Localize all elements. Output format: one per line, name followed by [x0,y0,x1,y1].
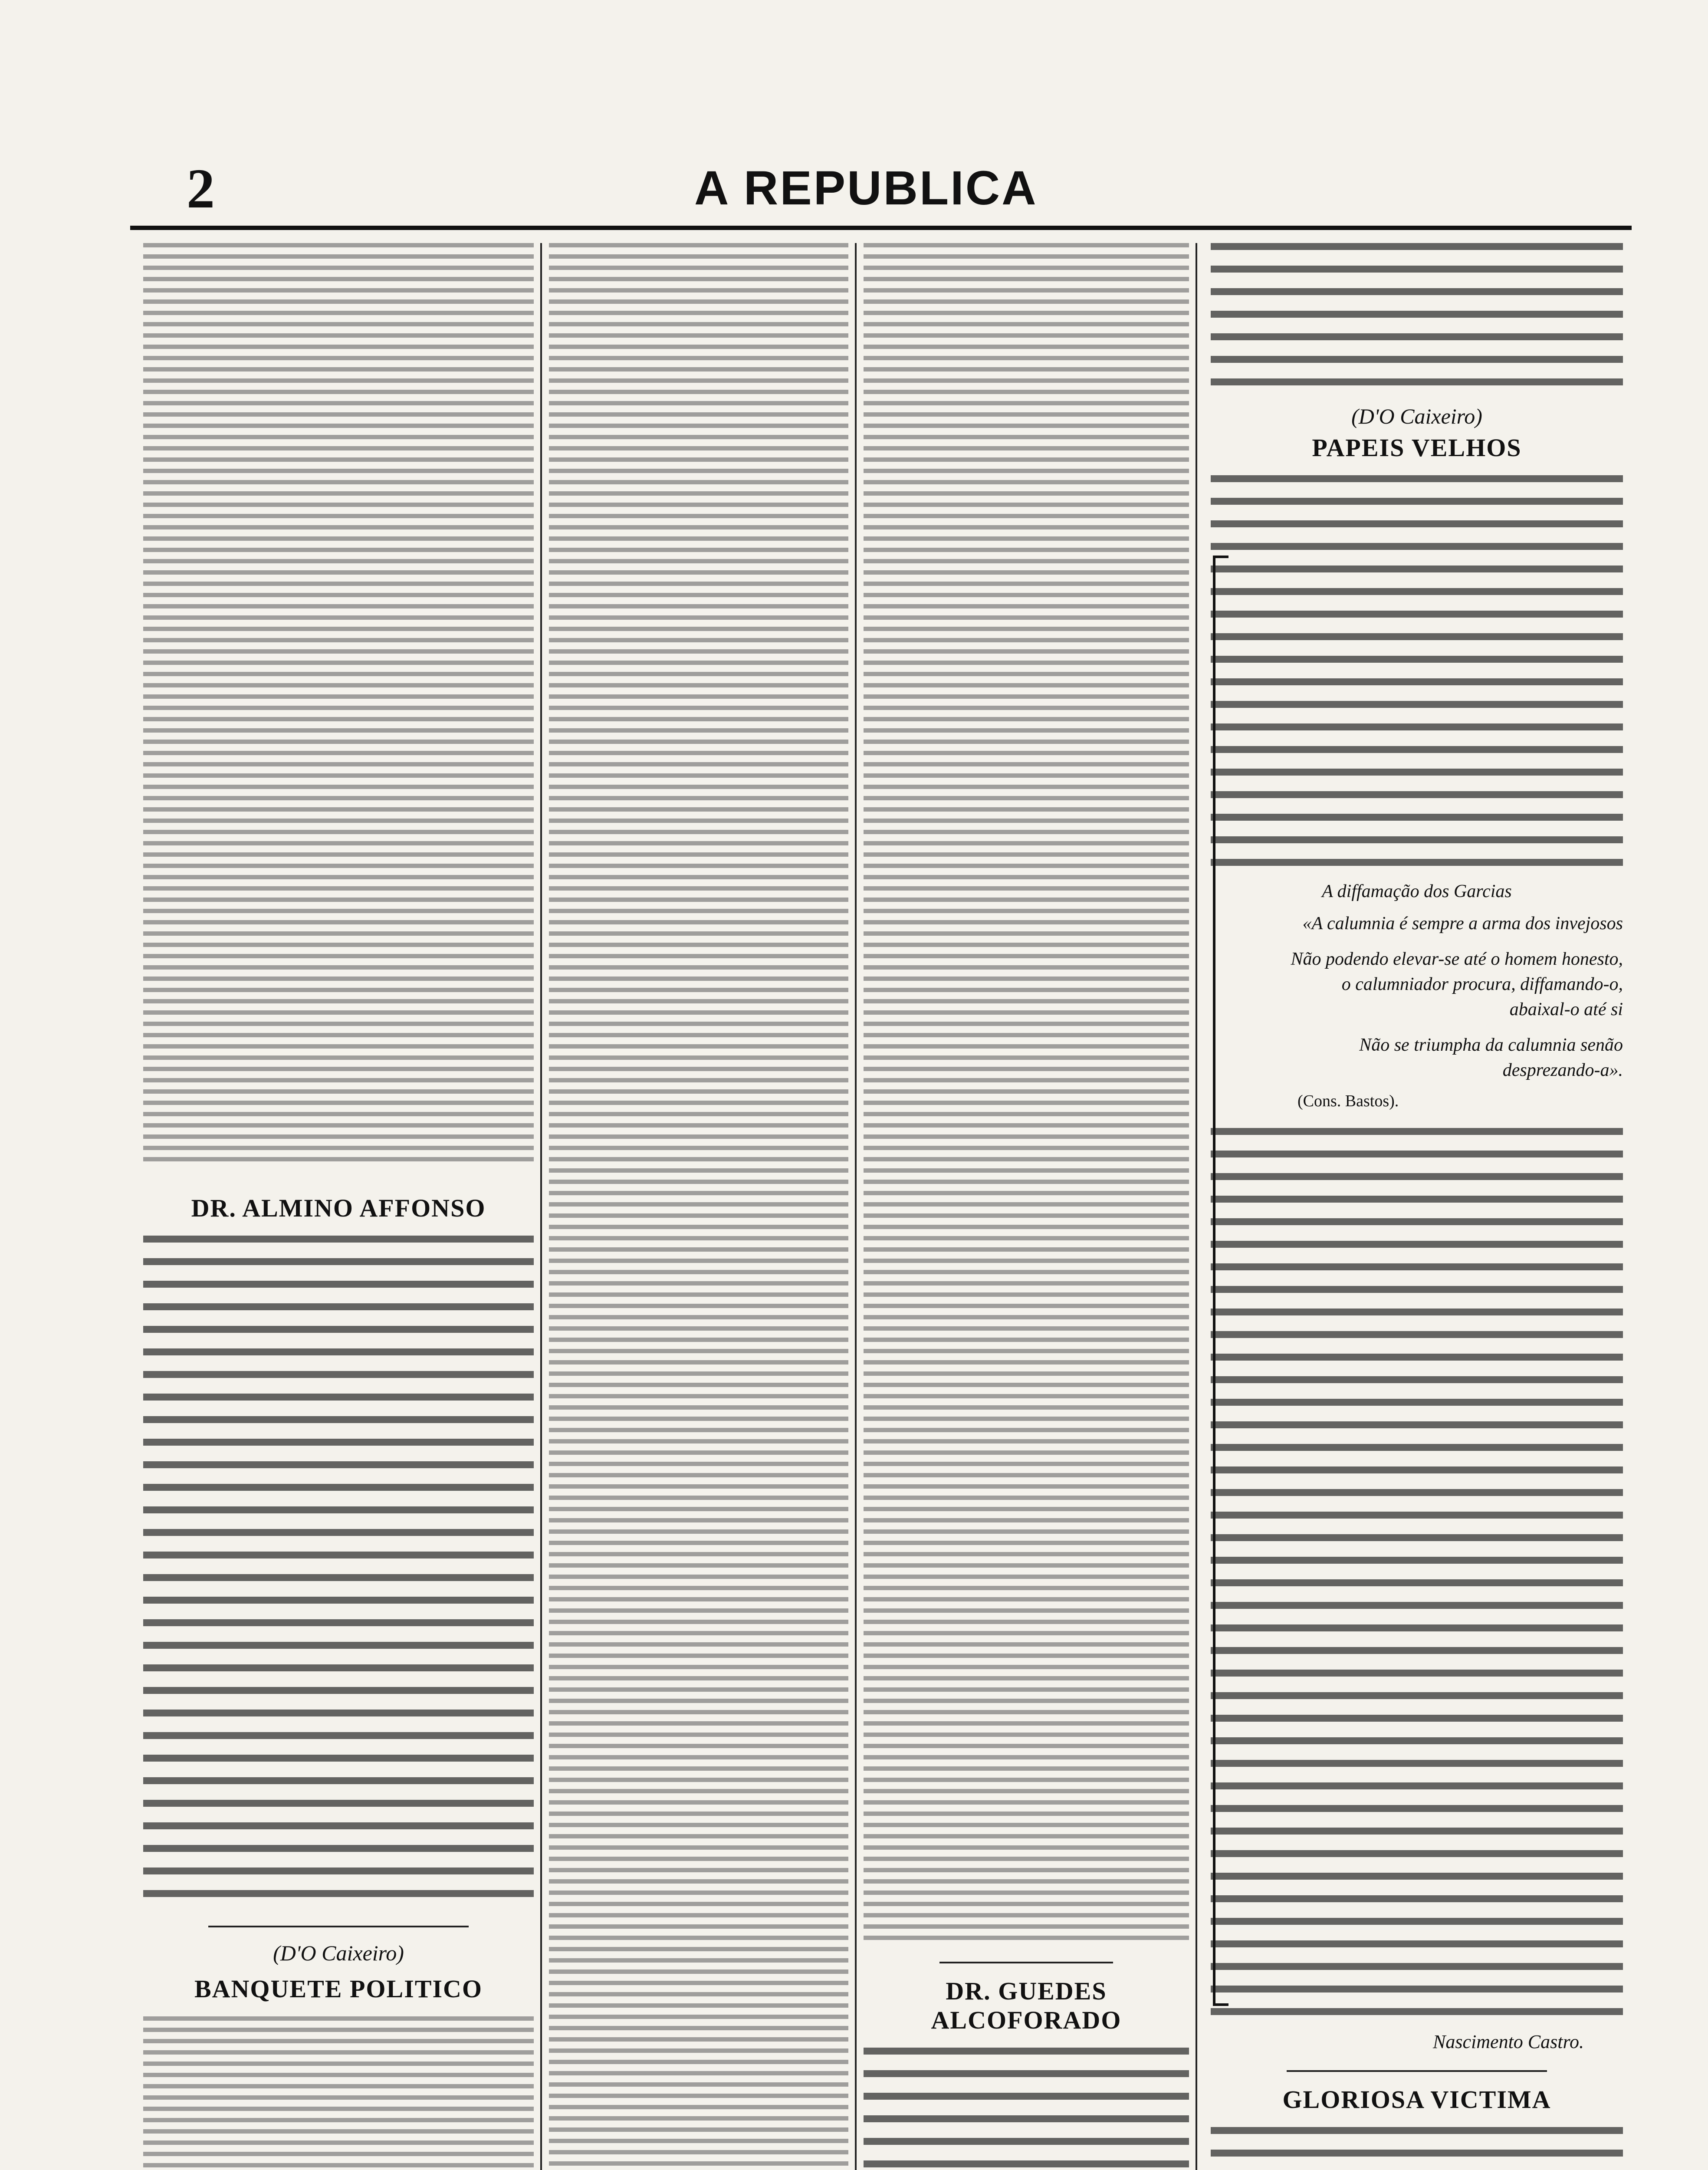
section-divider [208,1926,469,1927]
article-text [143,2016,534,2170]
masthead-title: A REPUBLICA [694,161,1038,215]
article-text [1211,475,1623,866]
article-text [549,243,848,2170]
article-text [1211,1128,1623,2018]
author-signature: Nascimento Castro. [1433,2031,1584,2052]
quote-line: Não se triumpha da calumnia senão desprezando-a». [1359,1035,1623,1080]
section-heading-gloriosa: GLORIOSA VICTIMA [1282,2085,1551,2114]
column-2 [549,243,848,2170]
article-text [143,243,534,1167]
header-rule [130,226,1632,230]
section-bracket [1213,556,1228,2006]
section-kicker: (D'O Caixeiro) [273,1941,404,1965]
article-text [1211,243,1623,386]
column-4 [1211,243,1623,2170]
page-number: 2 [187,158,215,220]
column-divider [540,243,542,2170]
section-heading-banquete: BANQUETE POLITICO [194,1975,483,2003]
section-kicker: (D'O Caixeiro) [1351,404,1482,428]
section-divider [1287,2070,1547,2072]
quote-line: «A calumnia é sempre a arma dos invejosos [1302,914,1623,934]
section-heading-almino: DR. ALMINO AFFONSO [191,1194,486,1222]
section-heading-guedes: DR. GUEDES ALCOFORADO [931,1977,1122,2034]
quote-heading: A diffamação dos Garcias [1322,881,1512,901]
article-text [864,243,1189,1944]
column-divider [855,243,857,2170]
article-text [143,1236,534,1904]
quote-line: Não podendo elevar-se até o homem honesto, o calumniador procura, diffamando-o, abaixal-o até si [1291,949,1623,1019]
column-3 [864,243,1189,2170]
section-divider [939,1962,1113,1963]
article-text [1211,2127,1623,2170]
column-1 [143,243,534,2170]
quote-source: (Cons. Bastos). [1297,1092,1399,1110]
section-heading-papeis: PAPEIS VELHOS [1312,434,1522,462]
column-divider [1196,243,1197,2170]
article-text [864,2048,1189,2170]
